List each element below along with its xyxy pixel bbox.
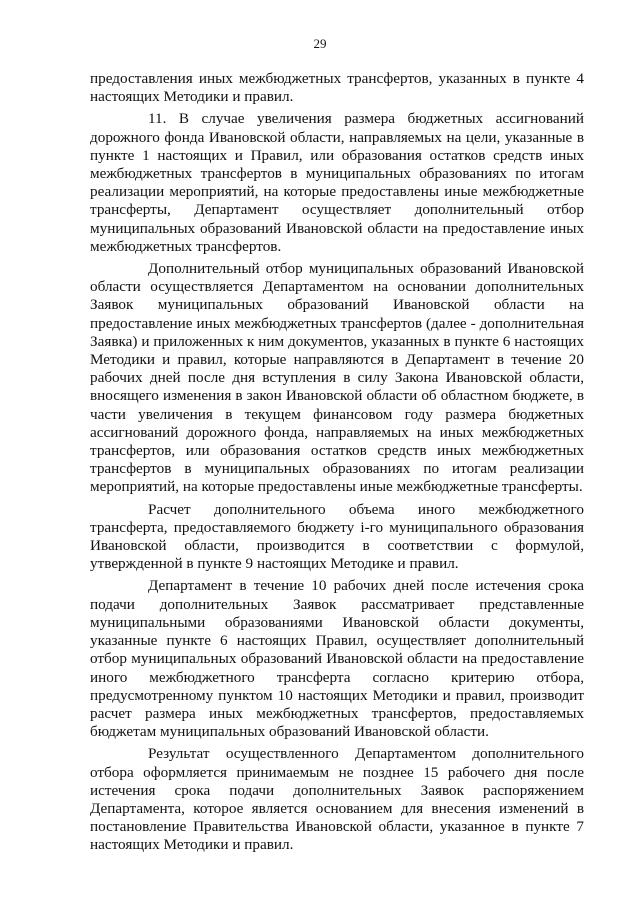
paragraph-department-review: Департамент в течение 10 рабочих дней после истечения срока подачи дополнительных Заявок рассматривает представленные муниципальными образованиями Ивановской области документы, указанные пункте 6 настоящих Правил, осуществляет дополнительный отбор муниципальных образований Ивановской области на предоставление иного межбюджетного трансферта согласно критерию отбора, предусмотренному пунктом 10 настоящих Методики и правил, производит расчет размера иных межбюджетных трансфертов, предоставляемых бюджетам муниципальных образований Ивановской области. [90,577,584,741]
paragraph-result: Результат осуществленного Департаментом дополнительного отбора оформляется принимаемым не позднее 15 рабочего дня после истечения срока подачи дополнительных Заявок распоряжением Департамента, которое является основанием для внесения изменений в постановление Правительства Ивановской области, указанное в пункте 7 настоящих Методики и правил. [90,745,584,854]
paragraph-continuation: предоставления иных межбюджетных трансфертов, указанных в пункте 4 настоящих Методики и правил. [90,70,584,106]
paragraph-additional-selection: Дополнительный отбор муниципальных образований Ивановской области осуществляется Департаментом на основании дополнительных Заявок муниципальных образований Ивановской области на предоставление иных межбюджетных трансфертов (далее - дополнительная Заявка) и приложенных к ним документов, указанных в пункте 6 настоящих Методики и правил, которые направляются в Департамент в течение 20 рабочих дней после дня вступления в силу Закона Ивановской области, вносящего изменения в закон Ивановской области об областном бюджете, в части увеличения в текущем финансовом году размера бюджетных ассигнований дорожного фонда, направляемых на иных межбюджетных трансфертов, или образования остатков средств иных межбюджетных трансфертов в муниципальных образованиях по итогам реализации мероприятий, на которые предоставлены иные межбюджетные трансферты. [90,260,584,496]
page-number: 29 [313,36,327,51]
paragraph-clause-11: 11. В случае увеличения размера бюджетных ассигнований дорожного фонда Ивановской области, направляемых на цели, указанные в пункте 1 настоящих и Правил, или образования остатков средств иных межбюджетных трансфертов в муниципальных образованиях по итогам реализации мероприятий, на которые предоставлены иные межбюджетные трансферты, Департамент осуществляет дополнительный отбор муниципальных образований Ивановской области на предоставление иных межбюджетных трансфертов. [90,110,584,255]
paragraph-calculation: Расчет дополнительного объема иного межбюджетного трансферта, предоставляемого бюджету i-го муниципального образования Ивановской области, производится в соответствии с формулой, утвержденной в пункте 9 настоящих Методике и правил. [90,500,584,573]
document-body [90,70,584,855]
